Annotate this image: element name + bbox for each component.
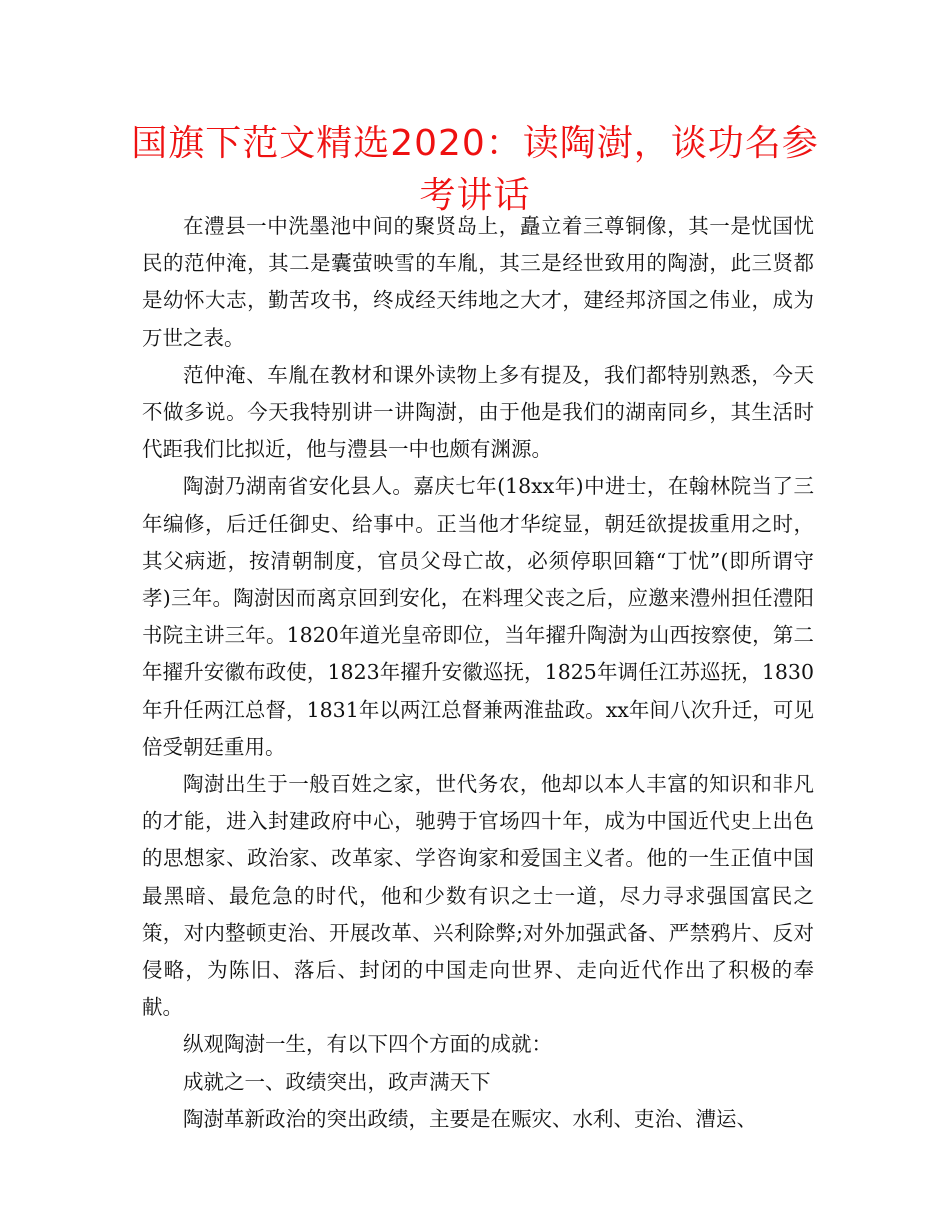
document-title: 国旗下范文精选2020：读陶澍，谈功名参考讲话 <box>131 123 819 216</box>
paragraph: 纵观陶澍一生，有以下四个方面的成就： <box>183 1032 552 1057</box>
paragraph: 在澧县一中洗墨池中间的聚贤岛上，矗立着三尊铜像，其一是忧国忧民的范仲淹，其二是囊萤映雪的车胤，其三是经世致用的陶澍，此三贤都是幼怀大志，勤苦攻书，终成经天纬地之大才，建经邦济国之伟业，成为万世之表。 <box>142 214 814 350</box>
paragraph: 范仲淹、车胤在教材和课外读物上多有提及，我们都特别熟悉，今天不做多说。今天我特别讲一讲陶澍，由于他是我们的湖南同乡，其生活时代距我们比拟近，他与澧县一中也颇有渊源。 <box>142 362 814 462</box>
paragraph: 陶澍出生于一般百姓之家，世代务农，他却以本人丰富的知识和非凡的才能，进入封建政府中心，驰骋于官场四十年，成为中国近代史上出色的思想家、政治家、改革家、学咨询家和爱国主义者。他的一生正值中国最黑暗、最危急的时代，他和少数有识之士一道，尽力寻求强国富民之策，对内整顿吏治、开展改革、兴利除弊;对外加强武备、严禁鸦片、反对侵略，为陈旧、落后、封闭的中国走向世界、走向近代作出了积极的奉献。 <box>142 772 814 1020</box>
paragraph: 陶澍革新政治的突出政绩，主要是在赈灾、水利、吏治、漕运、 <box>183 1106 757 1131</box>
paragraph: 陶澍乃湖南省安化县人。嘉庆七年(18xx年)中进士，在翰林院当了三年编修，后迁任御史、给事中。正当他才华绽显，朝廷欲提拔重用之时，其父病逝，按清朝制度，官员父母亡故，必须停职回籍“丁忧”(即所谓守孝)三年。陶澍因而离京回到安化，在料理父丧之后，应邀来澧州担任澧阳书院主讲三年。1820年道光皇帝即位，当年擢升陶澍为山西按察使，第二年擢升安徽布政使，1823年擢升安徽巡抚，1825年调任江苏巡抚，1830年升任两江总督，1831年以两江总督兼两淮盐政。xx年间八次升迁，可见倍受朝廷重用。 <box>142 474 814 759</box>
section-heading: 成就之一、政绩突出，政声满天下 <box>183 1069 491 1094</box>
document-body <box>142 208 814 1138</box>
